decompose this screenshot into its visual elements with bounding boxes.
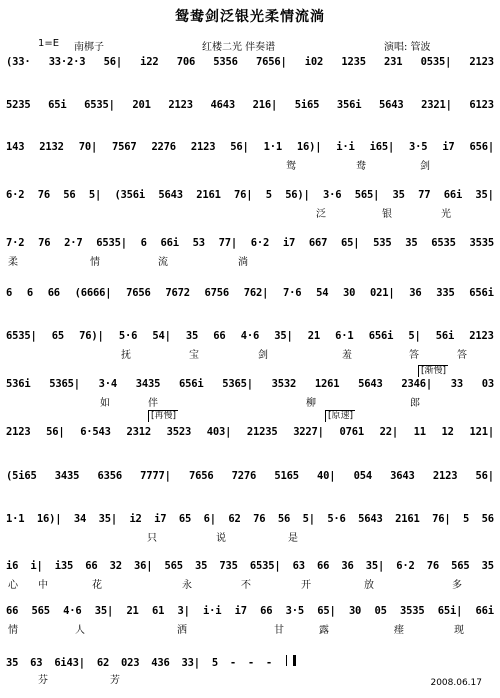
note-group: 6·2	[396, 560, 415, 572]
lyric-char: 心	[8, 580, 18, 591]
note-group: 76	[253, 513, 266, 525]
note-group: i7	[282, 237, 296, 249]
lyric-line	[0, 157, 500, 171]
note-group: 66i	[443, 189, 463, 201]
note-group: 3|	[177, 605, 190, 617]
note-group: 21235	[246, 426, 278, 438]
lyric-char: 柔	[8, 257, 18, 268]
note-group: 54|	[152, 330, 171, 342]
note-group: 34	[73, 513, 87, 525]
note-group: 2·7	[64, 237, 83, 249]
note-group: 054	[353, 470, 372, 482]
lyric-char: 答	[409, 350, 419, 361]
note-group: 2346|	[401, 378, 432, 390]
lyric-line	[0, 253, 500, 267]
note-group: 735	[219, 560, 238, 572]
note-group: 65i|	[437, 605, 463, 617]
note-group: 62	[96, 657, 110, 669]
note-group: 36|	[134, 560, 153, 572]
note-group: 33	[450, 378, 463, 390]
note-group: 03	[481, 378, 494, 390]
note-group: 22|	[379, 426, 398, 438]
note-group: 56|	[103, 56, 122, 68]
score-line	[6, 560, 494, 572]
note-group: 5643	[378, 99, 404, 111]
note-group: 2123	[168, 99, 193, 111]
note-group: 3535	[399, 605, 425, 617]
note-group: 3532	[271, 378, 297, 390]
note-group: 5|	[408, 330, 421, 342]
lyric-char: 柳	[306, 398, 316, 409]
note-group: 6|	[203, 513, 216, 525]
note-group: 30	[348, 605, 362, 617]
lyric-char: 洒	[177, 625, 187, 636]
note-group: 5|	[302, 513, 315, 525]
note-group: 6535|	[6, 330, 37, 342]
lyric-line	[0, 671, 500, 685]
note-group: 7656	[188, 470, 214, 482]
score-line	[6, 513, 494, 525]
note-group: 2312	[126, 426, 151, 438]
note-group: 76	[37, 189, 50, 201]
lyric-line	[0, 529, 500, 543]
score-title: 鸳鸯剑泛银光柔情流淌	[175, 9, 325, 25]
note-group: 63	[292, 560, 305, 572]
note-group: 56|	[475, 470, 494, 482]
note-group: 77|	[218, 237, 237, 249]
note-group: 6·2	[6, 189, 25, 201]
note-group: 35|	[365, 560, 385, 572]
lyric-char: 流	[158, 257, 168, 268]
score-line	[6, 330, 494, 342]
tempo-marking: [渐慢]	[418, 365, 448, 377]
note-group: 021|	[370, 287, 395, 299]
note-group: 63	[30, 657, 43, 669]
note-group: 565	[164, 560, 183, 572]
note-group: 656|	[469, 141, 494, 153]
lyric-char: 多	[452, 580, 462, 591]
note-group: 5356	[213, 56, 238, 68]
note-group: 536i	[6, 378, 31, 390]
note-group: 3·6	[323, 189, 342, 201]
note-group: 7·2	[6, 237, 25, 249]
note-group: 76	[426, 560, 439, 572]
note-group: 6756	[204, 287, 230, 299]
final-barline	[286, 655, 296, 666]
lyric-char: 只	[147, 533, 157, 544]
lyric-char: 答	[457, 350, 467, 361]
note-group: 565	[451, 560, 470, 572]
note-group: 0761	[339, 426, 364, 438]
lyric-char: 宝	[189, 350, 199, 361]
note-group: 656i	[178, 378, 204, 390]
note-group: 7672	[165, 287, 190, 299]
note-group: 30	[343, 287, 356, 299]
lyric-line	[0, 576, 500, 590]
note-group: 5365|	[49, 378, 80, 390]
note-group: 66	[213, 330, 226, 342]
note-group: 56i	[435, 330, 455, 342]
note-group: 56	[63, 189, 76, 201]
note-group: 36	[341, 560, 354, 572]
note-group: 5	[211, 657, 218, 669]
lyric-char: 剑	[420, 161, 430, 172]
note-group: 5|	[88, 189, 102, 201]
lyric-line	[0, 621, 500, 635]
score-line	[6, 378, 494, 390]
note-group: (6666|	[74, 287, 112, 299]
lyric-char: 剑	[258, 350, 268, 361]
note-group: 1235	[341, 56, 366, 68]
note-group: 3·4	[98, 378, 117, 390]
lyric-char: 光	[441, 209, 451, 220]
note-group: 5643	[358, 513, 383, 525]
note-group: 66i	[160, 237, 179, 249]
lyric-char: 如	[100, 398, 110, 409]
note-group: 6535	[431, 237, 456, 249]
lyric-char: 伴	[148, 398, 158, 409]
note-group: 335	[436, 287, 455, 299]
note-group: 33·2·3	[48, 56, 86, 68]
note-group: 6	[6, 287, 13, 299]
note-group: i22	[140, 56, 159, 68]
note-group: 5i65	[294, 99, 320, 111]
lyric-char: 情	[8, 625, 18, 636]
lyric-char: 芬	[38, 675, 48, 686]
note-group: 706	[176, 56, 196, 68]
score-line	[6, 470, 494, 482]
note-group: 35|	[274, 330, 293, 342]
note-group: 6535|	[84, 99, 115, 111]
note-group: i·i	[202, 605, 222, 617]
note-group: 65|	[340, 237, 360, 249]
score-line	[6, 141, 494, 153]
lyric-char: 羞	[342, 350, 352, 361]
note-group: (5i65	[6, 470, 37, 482]
note-group: 2123	[469, 330, 494, 342]
genre-label: 南梆子	[74, 42, 104, 53]
lyric-char: 现	[454, 625, 464, 636]
note-group: 436	[151, 657, 170, 669]
lyric-char: 不	[241, 580, 251, 591]
note-group: 5	[463, 513, 470, 525]
note-group: 66	[316, 560, 330, 572]
note-group: 77	[418, 189, 431, 201]
lyric-line	[0, 346, 500, 360]
note-group: 7276	[231, 470, 257, 482]
score-line	[6, 56, 494, 68]
lyric-char: 情	[90, 257, 100, 268]
note-group: 3535	[469, 237, 494, 249]
note-group: i7	[154, 513, 167, 525]
note-group: 35	[6, 657, 19, 669]
note-group: 35	[405, 237, 418, 249]
note-group: 4·6	[240, 330, 260, 342]
note-group: i7	[234, 605, 247, 617]
lyric-line	[0, 394, 500, 408]
score-line	[6, 189, 494, 201]
note-group: 7·6	[282, 287, 302, 299]
lyric-char: 说	[216, 533, 226, 544]
note-group: 5235	[6, 99, 31, 111]
note-group: 6·543	[80, 426, 111, 438]
note-group: 76|	[234, 189, 253, 201]
note-group: 6356	[97, 470, 122, 482]
note-group: 32	[109, 560, 122, 572]
note-group: 6123	[469, 99, 494, 111]
note-group: i·i	[336, 141, 355, 153]
lyric-char: 中	[38, 580, 48, 591]
note-group: 3·5	[285, 605, 305, 617]
note-group: 6i43|	[54, 657, 85, 669]
lyric-char: 永	[182, 580, 192, 591]
note-group: 7777|	[140, 470, 171, 482]
note-group: i65|	[369, 141, 395, 153]
note-group: i02	[304, 56, 324, 68]
note-group: 0535|	[420, 56, 452, 68]
lyric-char: 抚	[121, 350, 131, 361]
note-group: 2123	[469, 56, 494, 68]
note-group: 65|	[317, 605, 336, 617]
note-group: 35	[195, 560, 208, 572]
note-group: -	[265, 657, 273, 669]
note-group: 3435	[135, 378, 161, 390]
note-group: 656i	[469, 287, 494, 299]
note-group: 1·1	[263, 141, 282, 153]
note-group: 35|	[475, 189, 494, 201]
note-group: -	[229, 657, 236, 669]
note-group: i7	[442, 141, 455, 153]
lyric-char: 郎	[410, 398, 420, 409]
singer-label: 演唱: 管波	[384, 42, 431, 53]
note-group: 403|	[206, 426, 232, 438]
note-group: 56)|	[285, 189, 310, 201]
note-group: 565	[31, 605, 50, 617]
note-group: 35	[185, 330, 199, 342]
note-group: 356i	[336, 99, 362, 111]
note-group: 16)|	[36, 513, 62, 525]
note-group: -	[247, 657, 255, 669]
note-group: 143	[6, 141, 25, 153]
score-line	[6, 605, 494, 617]
lyric-char: 淌	[238, 257, 248, 268]
score-line	[6, 237, 494, 249]
note-group: 66i	[475, 605, 494, 617]
note-group: 54	[316, 287, 329, 299]
score-line	[6, 655, 296, 669]
note-group: 7656	[126, 287, 151, 299]
note-group: 76	[38, 237, 51, 249]
score-line	[6, 99, 494, 111]
lyric-char: 是	[288, 533, 298, 544]
note-group: 2276	[151, 141, 176, 153]
note-group: 5·6	[118, 330, 138, 342]
note-group: 2132	[39, 141, 64, 153]
note-group: 35	[392, 189, 405, 201]
note-group: 7567	[112, 141, 137, 153]
note-group: i35	[54, 560, 74, 572]
note-group: 66	[260, 605, 273, 617]
lyric-char: 露	[319, 625, 329, 636]
lyric-char: 开	[301, 580, 311, 591]
note-group: 201	[132, 99, 151, 111]
note-group: 62	[228, 513, 241, 525]
note-group: 3·5	[409, 141, 428, 153]
note-group: 56	[481, 513, 494, 525]
note-group: 56|	[230, 141, 249, 153]
note-group: 6535|	[249, 560, 281, 572]
note-group: 5643	[358, 378, 383, 390]
lyric-char: 放	[364, 580, 374, 591]
lyric-char: 花	[92, 580, 102, 591]
note-group: 3643	[390, 470, 415, 482]
note-group: 4·6	[63, 605, 82, 617]
note-group: 33|	[181, 657, 200, 669]
troupe-label: 红楼二光 伴奏谱	[202, 42, 276, 53]
note-group: 11	[413, 426, 426, 438]
note-group: 2123	[432, 470, 458, 482]
lyric-char: 鸳	[286, 161, 296, 172]
note-group: 70|	[78, 141, 98, 153]
note-group: 05	[374, 605, 387, 617]
note-group: 535	[373, 237, 392, 249]
note-group: 61	[151, 605, 165, 617]
note-group: 6	[140, 237, 147, 249]
note-group: 6·2	[250, 237, 270, 249]
tempo-marking: [再慢]	[148, 410, 178, 422]
lyric-char: 银	[382, 209, 392, 220]
note-group: 5365|	[222, 378, 253, 390]
note-group: 76|	[432, 513, 451, 525]
note-group: 1261	[314, 378, 340, 390]
note-group: 35|	[98, 513, 117, 525]
tempo-marking: [原速]	[325, 410, 355, 422]
lyric-line	[0, 205, 500, 219]
note-group: 023	[120, 657, 140, 669]
note-group: 6·1	[335, 330, 354, 342]
note-group: 36	[409, 287, 422, 299]
note-group: 565|	[354, 189, 380, 201]
score-line	[6, 287, 494, 299]
note-group: 6	[26, 287, 33, 299]
note-group: 5165	[274, 470, 299, 482]
note-group: 56	[277, 513, 291, 525]
note-group: 2161	[395, 513, 420, 525]
note-group: 1·1	[6, 513, 25, 525]
lyric-char: 甘	[274, 625, 284, 636]
note-group: 231	[384, 56, 403, 68]
lyric-char: 鸯	[356, 161, 366, 172]
note-group: 6535|	[96, 237, 127, 249]
note-group: 21	[126, 605, 139, 617]
score-line	[6, 426, 494, 438]
note-group: 2123	[6, 426, 31, 438]
lyric-char: 人	[75, 625, 85, 636]
date-stamp: 2008.06.17	[430, 678, 482, 688]
note-group: (356i	[114, 189, 146, 201]
note-group: 16)|	[296, 141, 322, 153]
note-group: 21	[307, 330, 321, 342]
note-group: 5·6	[327, 513, 346, 525]
note-group: 2123	[190, 141, 216, 153]
note-group: 762|	[243, 287, 269, 299]
note-group: 53	[192, 237, 205, 249]
note-group: 667	[308, 237, 328, 249]
note-group: i6	[6, 560, 19, 572]
note-group: i|	[30, 560, 43, 572]
note-group: 66	[47, 287, 60, 299]
note-group: 5643	[158, 189, 183, 201]
note-group: 65	[51, 330, 65, 342]
lyric-char: 瘗	[394, 625, 404, 636]
lyric-char: 芳	[110, 675, 120, 686]
note-group: 3227|	[293, 426, 324, 438]
note-group: 65i	[48, 99, 67, 111]
note-group: 5	[265, 189, 272, 201]
note-group: 2321|	[421, 99, 452, 111]
note-group: (33·	[6, 56, 31, 68]
note-group: 216|	[252, 99, 278, 111]
note-group: 65	[178, 513, 192, 525]
note-group: 40|	[317, 470, 336, 482]
note-group: 7656|	[255, 56, 287, 68]
note-group: 3523	[166, 426, 192, 438]
note-group: 66	[6, 605, 19, 617]
note-group: 56|	[46, 426, 65, 438]
note-group: 35	[481, 560, 494, 572]
note-group: 121|	[469, 426, 494, 438]
note-group: 656i	[368, 330, 394, 342]
note-group: 3435	[54, 470, 80, 482]
note-group: i2	[129, 513, 142, 525]
key-signature: 1=E	[38, 38, 60, 49]
note-group: 2161	[196, 189, 221, 201]
note-group: 66	[85, 560, 98, 572]
note-group: 12	[441, 426, 454, 438]
note-group: 76)|	[79, 330, 104, 342]
note-group: 35|	[94, 605, 114, 617]
note-group: 4643	[210, 99, 235, 111]
lyric-char: 泛	[316, 209, 326, 220]
